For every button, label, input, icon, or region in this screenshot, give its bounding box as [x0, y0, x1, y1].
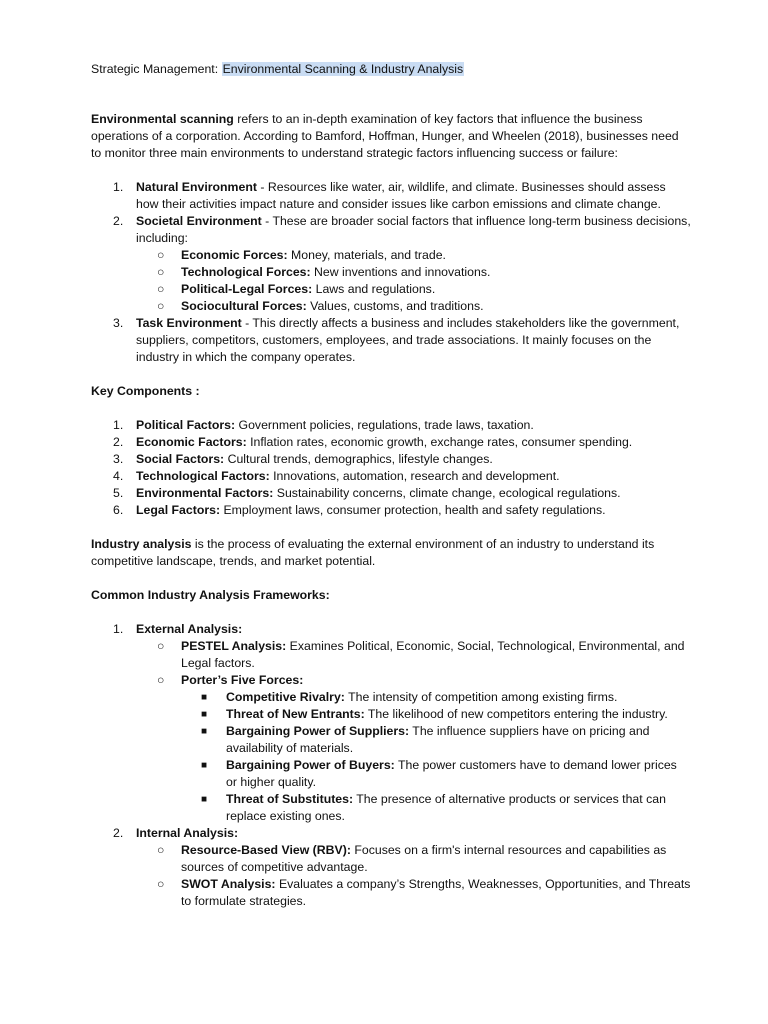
item-text: Laws and regulations.: [312, 282, 436, 296]
circle-bullet-icon: ○: [157, 843, 165, 857]
item-text: Values, customs, and traditions.: [306, 299, 484, 313]
item-text: Focuses on a firm's internal resources and capabilities as sources of competitive advantage.: [181, 843, 667, 874]
list-item: [91, 825, 691, 842]
circle-bullet-icon: ○: [157, 877, 165, 891]
item-term: Political Factors:: [136, 418, 236, 432]
square-bullet-icon: ■: [201, 692, 208, 703]
item-term: Bargaining Power of Buyers:: [226, 758, 395, 772]
list-item: [91, 842, 691, 876]
forces-list: [91, 247, 691, 315]
heading-text: Common Industry Analysis Frameworks:: [91, 588, 330, 602]
item-text: The influence suppliers have on pricing and availability of materials.: [226, 724, 650, 755]
list-item: [91, 638, 691, 672]
list-number: 1.: [113, 622, 124, 636]
item-term: Bargaining Power of Suppliers:: [226, 724, 410, 738]
list-number: 4.: [113, 469, 124, 483]
item-text: - This directly affects a business and includes stakeholders like the government, suppliers, competitors, customers, employees, and trade associations. It mainly focuses on the industry in which the company operates.: [136, 316, 680, 364]
environments-list-cont: [91, 315, 691, 366]
item-term: Porter’s Five Forces:: [181, 673, 304, 687]
item-term: Social Factors:: [136, 452, 225, 466]
item-text: Sustainability concerns, climate change, ecological regulations.: [273, 486, 621, 500]
item-text: - These are broader social factors that influence long-term business decisions, including:: [136, 214, 691, 245]
list-item: [91, 468, 691, 485]
list-item: [91, 213, 691, 247]
industry-term: Industry analysis: [91, 537, 192, 551]
item-term: Internal Analysis:: [136, 826, 239, 840]
circle-bullet-icon: ○: [157, 265, 165, 279]
item-term: Threat of New Entrants:: [226, 707, 365, 721]
title-prefix: Strategic Management:: [91, 62, 222, 76]
heading-text: Key Components :: [91, 384, 200, 398]
circle-bullet-icon: ○: [157, 673, 165, 687]
item-text: Cultural trends, demographics, lifestyle changes.: [224, 452, 493, 466]
industry-paragraph: [91, 536, 691, 570]
item-text: The presence of alternative products or services that can replace existing ones.: [226, 792, 666, 823]
list-item: [91, 264, 691, 281]
item-text: - Resources like water, air, wildlife, and climate. Businesses should assess how their activities impact nature and consider issues like carbon emissions and climate change.: [136, 180, 666, 211]
item-term: Sociocultural Forces:: [181, 299, 307, 313]
title-highlight[interactable]: Environmental Scanning & Industry Analysis: [222, 62, 464, 76]
list-item: [91, 689, 691, 706]
circle-bullet-icon: ○: [157, 639, 165, 653]
item-term: Technological Forces:: [181, 265, 311, 279]
document-title: [91, 61, 691, 78]
external-analysis-list: [91, 638, 691, 689]
list-item: [91, 757, 691, 791]
item-term: Resource-Based View (RBV):: [181, 843, 351, 857]
internal-analysis-list: [91, 842, 691, 910]
item-term: SWOT Analysis:: [181, 877, 276, 891]
list-item: [91, 451, 691, 468]
item-text: Evaluates a company’s Strengths, Weaknesses, Opportunities, and Threats to formulate strategies.: [181, 877, 691, 908]
list-number: 5.: [113, 486, 124, 500]
list-item: [91, 485, 691, 502]
item-term: Competitive Rivalry:: [226, 690, 345, 704]
list-number: 3.: [113, 316, 124, 330]
list-number: 6.: [113, 503, 124, 517]
list-item: [91, 876, 691, 910]
frameworks-heading: [91, 587, 691, 604]
list-item: [91, 298, 691, 315]
list-number: 2.: [113, 826, 124, 840]
item-term: Economic Factors:: [136, 435, 247, 449]
frameworks-list-cont: [91, 825, 691, 842]
item-term: External Analysis:: [136, 622, 243, 636]
list-number: 3.: [113, 452, 124, 466]
item-text: Employment laws, consumer protection, health and safety regulations.: [220, 503, 606, 517]
item-text: Innovations, automation, research and development.: [269, 469, 560, 483]
list-item: [91, 723, 691, 757]
item-text: New inventions and innovations.: [310, 265, 491, 279]
list-item: [91, 434, 691, 451]
list-item: [91, 315, 691, 366]
list-number: 2.: [113, 435, 124, 449]
circle-bullet-icon: ○: [157, 282, 165, 296]
frameworks-list: [91, 621, 691, 638]
item-text: Inflation rates, economic growth, exchange rates, consumer spending.: [246, 435, 633, 449]
square-bullet-icon: ■: [201, 760, 208, 771]
item-text: Government policies, regulations, trade laws, taxation.: [235, 418, 534, 432]
intro-text: refers to an in-depth examination of key factors that influence the business operations of a corporation. According to Bamford, Hoffman, Hunger, and Wheelen (2018), businesses need to monitor three main environments to understand strategic factors influencing success or failure:: [91, 112, 679, 160]
list-item: [91, 247, 691, 264]
key-components-heading: [91, 383, 691, 400]
item-term: PESTEL Analysis:: [181, 639, 287, 653]
industry-text: is the process of evaluating the external environment of an industry to understand its competitive landscape, trends, and market potential.: [91, 537, 655, 568]
list-item: [91, 179, 691, 213]
item-text: Examines Political, Economic, Social, Technological, Environmental, and Legal factors.: [181, 639, 685, 670]
item-term: Threat of Substitutes:: [226, 792, 354, 806]
item-text: The power customers have to demand lower prices or higher quality.: [226, 758, 677, 789]
square-bullet-icon: ■: [201, 726, 208, 737]
environments-list: [91, 179, 691, 247]
document-body: [91, 61, 691, 910]
item-term: Societal Environment: [136, 214, 262, 228]
square-bullet-icon: ■: [201, 709, 208, 720]
item-term: Natural Environment: [136, 180, 257, 194]
square-bullet-icon: ■: [201, 794, 208, 805]
circle-bullet-icon: ○: [157, 248, 165, 262]
item-text: Money, materials, and trade.: [287, 248, 446, 262]
intro-paragraph: [91, 111, 691, 162]
item-term: Economic Forces:: [181, 248, 288, 262]
item-text: The intensity of competition among existing firms.: [344, 690, 618, 704]
item-term: Political-Legal Forces:: [181, 282, 313, 296]
list-item: [91, 791, 691, 825]
item-term: Legal Factors:: [136, 503, 221, 517]
list-item: [91, 502, 691, 519]
circle-bullet-icon: ○: [157, 299, 165, 313]
list-item: [91, 706, 691, 723]
list-number: 2.: [113, 214, 124, 228]
list-item: [91, 621, 691, 638]
item-term: Task Environment: [136, 316, 242, 330]
list-number: 1.: [113, 180, 124, 194]
key-components-list: [91, 417, 691, 519]
intro-term: Environmental scanning: [91, 112, 234, 126]
porter-forces-list: [91, 689, 691, 825]
list-number: 1.: [113, 418, 124, 432]
list-item: [91, 281, 691, 298]
list-item: [91, 672, 691, 689]
item-term: Environmental Factors:: [136, 486, 274, 500]
item-term: Technological Factors:: [136, 469, 270, 483]
item-text: The likelihood of new competitors entering the industry.: [364, 707, 668, 721]
list-item: [91, 417, 691, 434]
